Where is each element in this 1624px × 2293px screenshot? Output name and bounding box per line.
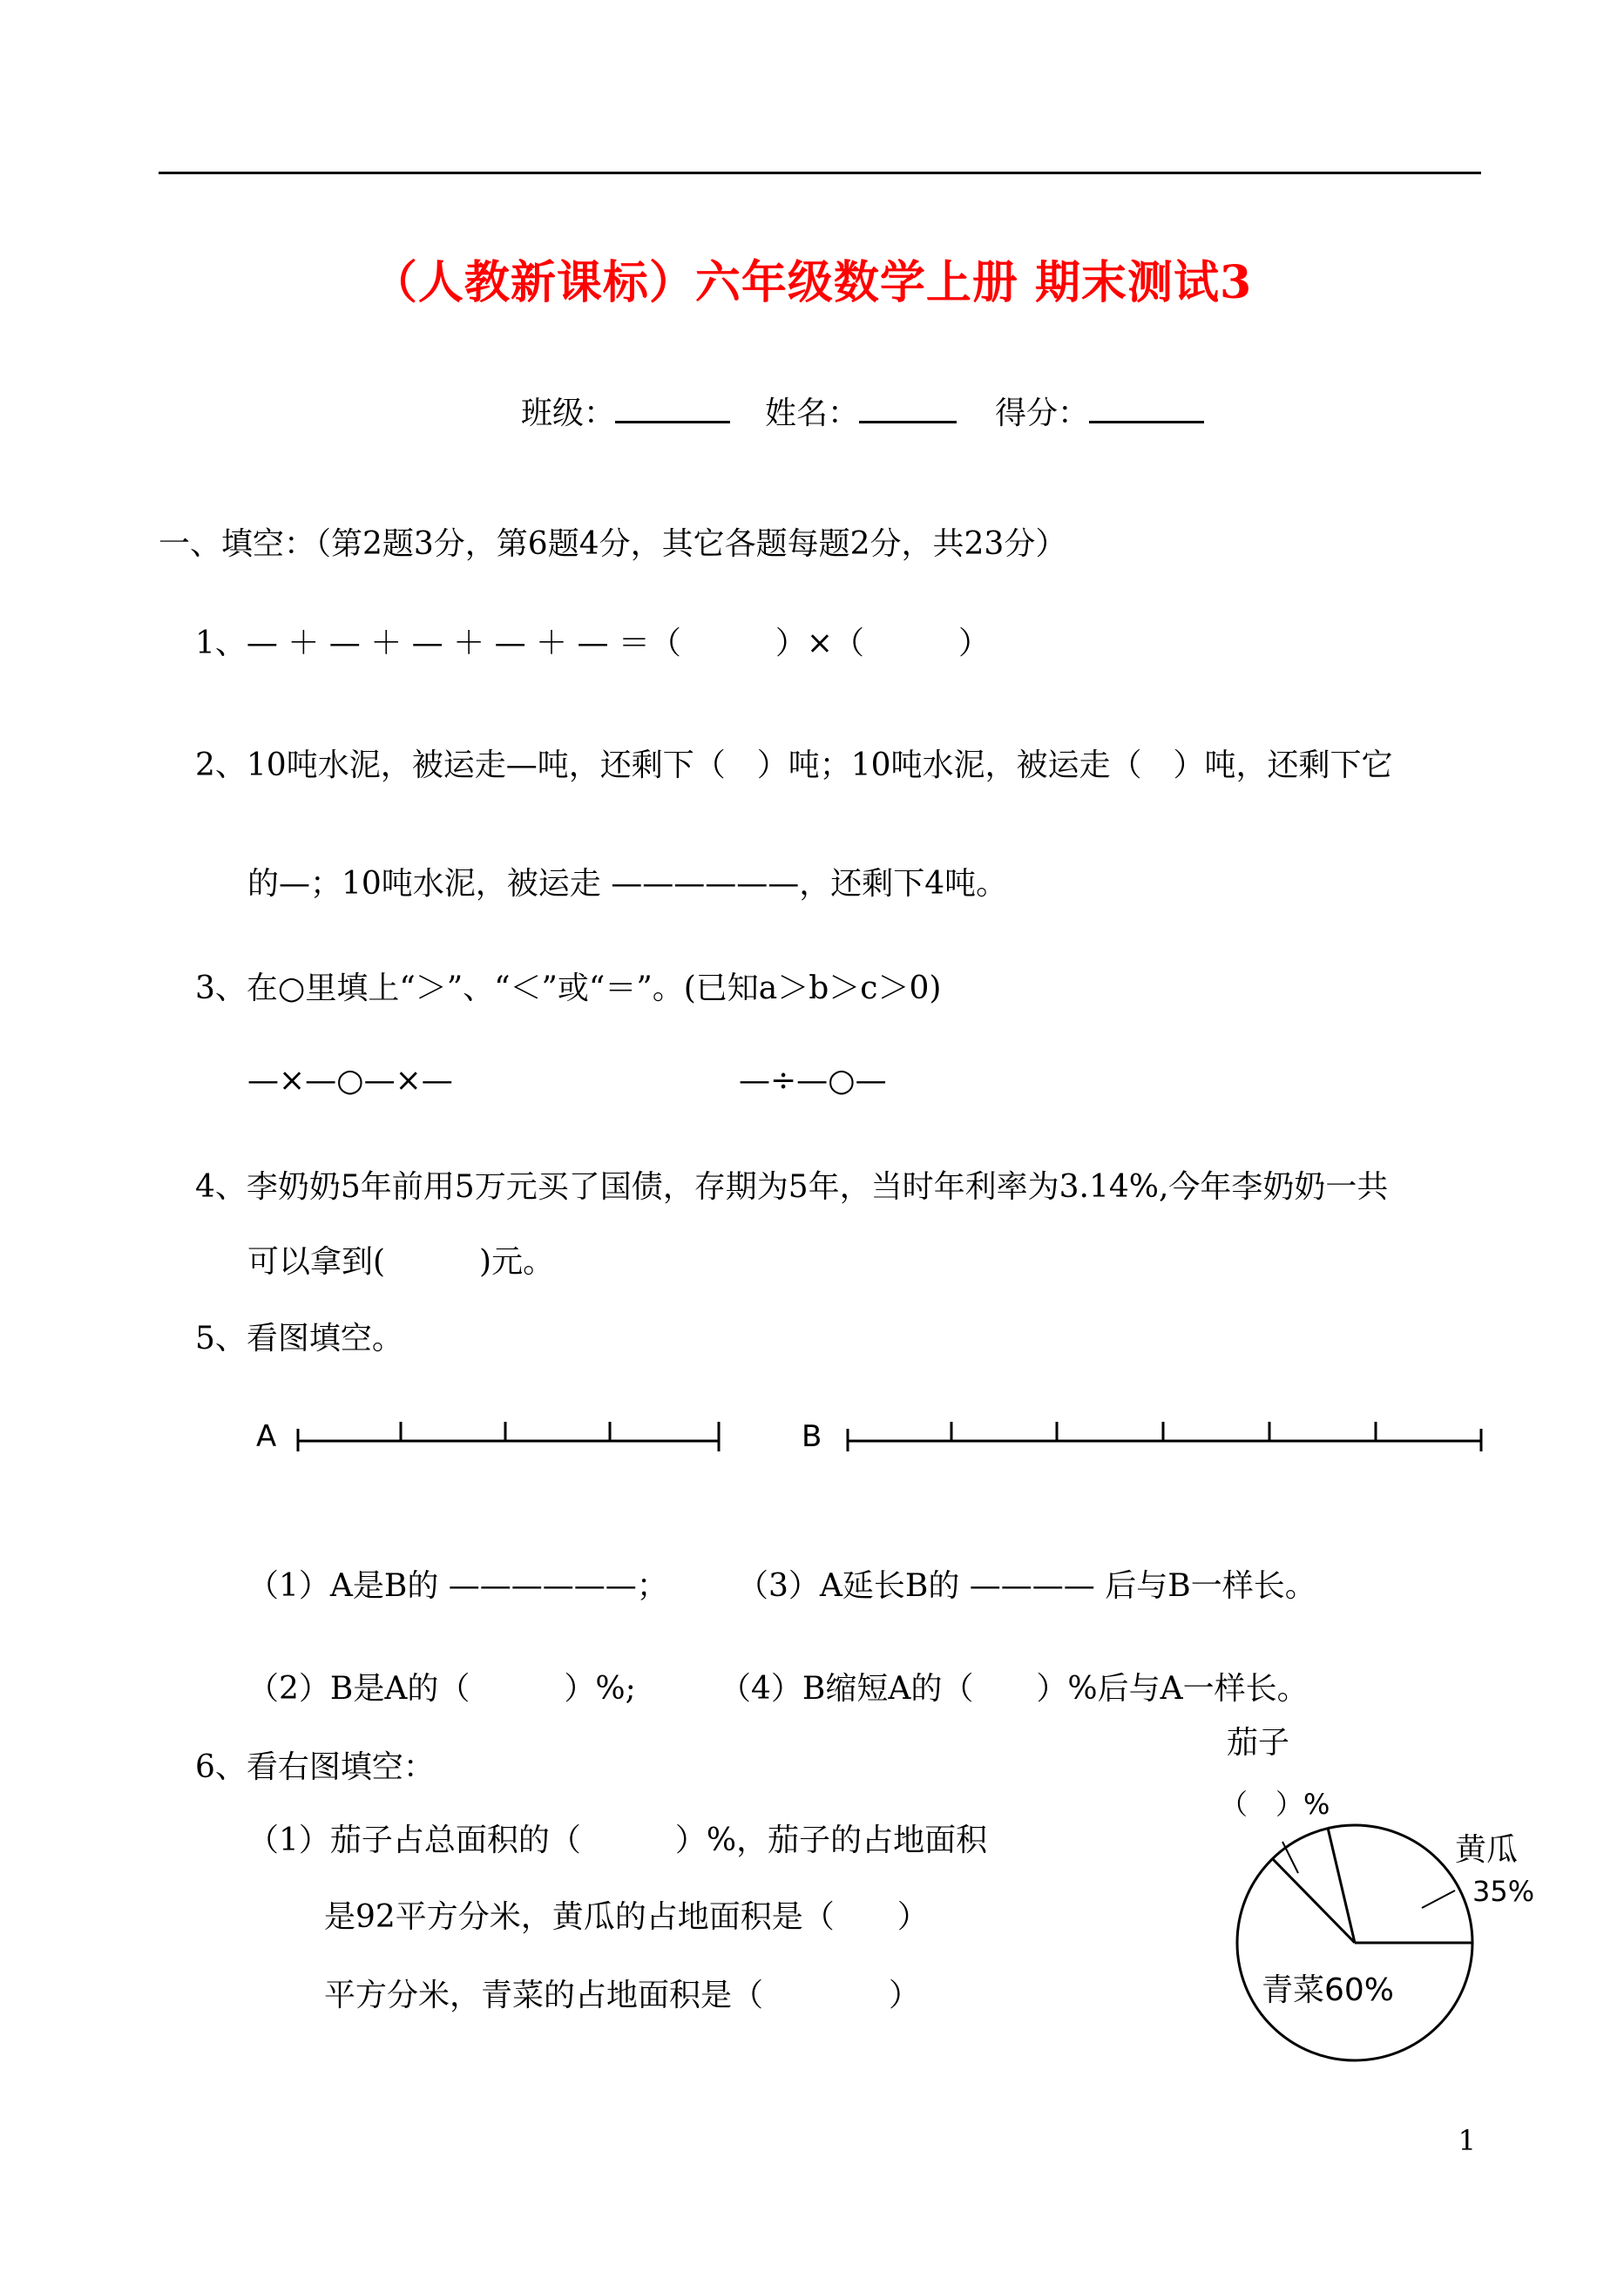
class-field <box>521 389 730 433</box>
segment-figure <box>244 1403 1516 1481</box>
score-field <box>995 389 1204 433</box>
header-rule <box>159 172 1481 174</box>
cucumber-label: 黄瓜 <box>1455 1832 1519 1868</box>
name-blank[interactable] <box>859 395 957 423</box>
pie-slice-boundary-eggplant-cucumber <box>1328 1828 1355 1943</box>
segment-b-label: B <box>802 1419 822 1454</box>
page-title: （人教新课标）六年级数学上册 期末测试3 <box>371 256 1253 309</box>
eggplant-label: 茄子 <box>1227 1725 1290 1761</box>
segment-a-label: A <box>256 1419 277 1454</box>
score-label: 得分： <box>995 396 1090 431</box>
question-4-line2: 可以拿到( )元。 <box>247 1244 555 1280</box>
eggplant-percent-label: （ ）% <box>1220 1788 1330 1821</box>
question-4-line1: 4、李奶奶5年前用5万元买了国债，存期为5年，当时年利率为3.14%,今年李奶奶一共 <box>195 1169 1389 1205</box>
question-5-sub4: （4）B缩短A的（ ）%后与A一样长。 <box>720 1671 1309 1707</box>
question-3: 3、在○里填上“＞”、“＜”或“＝”。(已知a＞b＞c＞0) <box>195 971 942 1006</box>
question-6-line1: （1）茄子占总面积的（ ）%，茄子的占地面积 <box>247 1823 988 1858</box>
question-3-expr-right: —÷—○— <box>739 1063 887 1099</box>
segment-a <box>298 1422 719 1451</box>
question-3-expr-left: —×—○—×— <box>247 1063 453 1099</box>
question-2-line2: 的—；10吨水泥，被运走 ——————，还剩下4吨。 <box>247 866 1008 902</box>
question-6-line3: 平方分米，青菜的占地面积是（ ） <box>324 1978 921 2013</box>
question-5-sub2: （2）B是A的（ ）%; <box>247 1671 636 1707</box>
section-heading: 一、填空：（第2题3分，第6题4分，其它各题每题2分，共23分） <box>159 526 1067 562</box>
question-5-sub1: （1）A是B的 ——————； <box>247 1568 668 1604</box>
question-5-sub3: （3）A延长B的 ———— 后与B一样长。 <box>737 1568 1316 1604</box>
question-5: 5、看图填空。 <box>195 1321 403 1356</box>
page-number: 1 <box>1458 2124 1476 2157</box>
pie-chart <box>1202 1708 1568 2073</box>
question-6: 6、看右图填空： <box>195 1749 435 1785</box>
cucumber-leader-line <box>1422 1891 1455 1908</box>
question-1: 1、— ＋ — ＋ — ＋ — ＋ — ＝（ ）×（ ） <box>195 626 991 661</box>
cucumber-percent-label: 35% <box>1472 1875 1535 1908</box>
score-blank[interactable] <box>1089 395 1204 423</box>
question-2-line1: 2、10吨水泥，被运走—吨，还剩下（ ）吨；10吨水泥，被运走（ ）吨，还剩下它 <box>195 747 1393 783</box>
eggplant-leader-line <box>1282 1842 1298 1873</box>
question-6-line2: 是92平方分米，黄瓜的占地面积是（ ） <box>324 1899 929 1935</box>
segment-b <box>848 1422 1481 1451</box>
name-field <box>765 389 957 433</box>
name-label: 姓名： <box>765 396 860 431</box>
class-blank[interactable] <box>615 395 730 423</box>
pie-slice-boundary-eggplant-greens <box>1272 1858 1355 1943</box>
greens-label: 青菜60% <box>1262 1972 1395 2008</box>
class-label: 班级： <box>521 396 616 431</box>
